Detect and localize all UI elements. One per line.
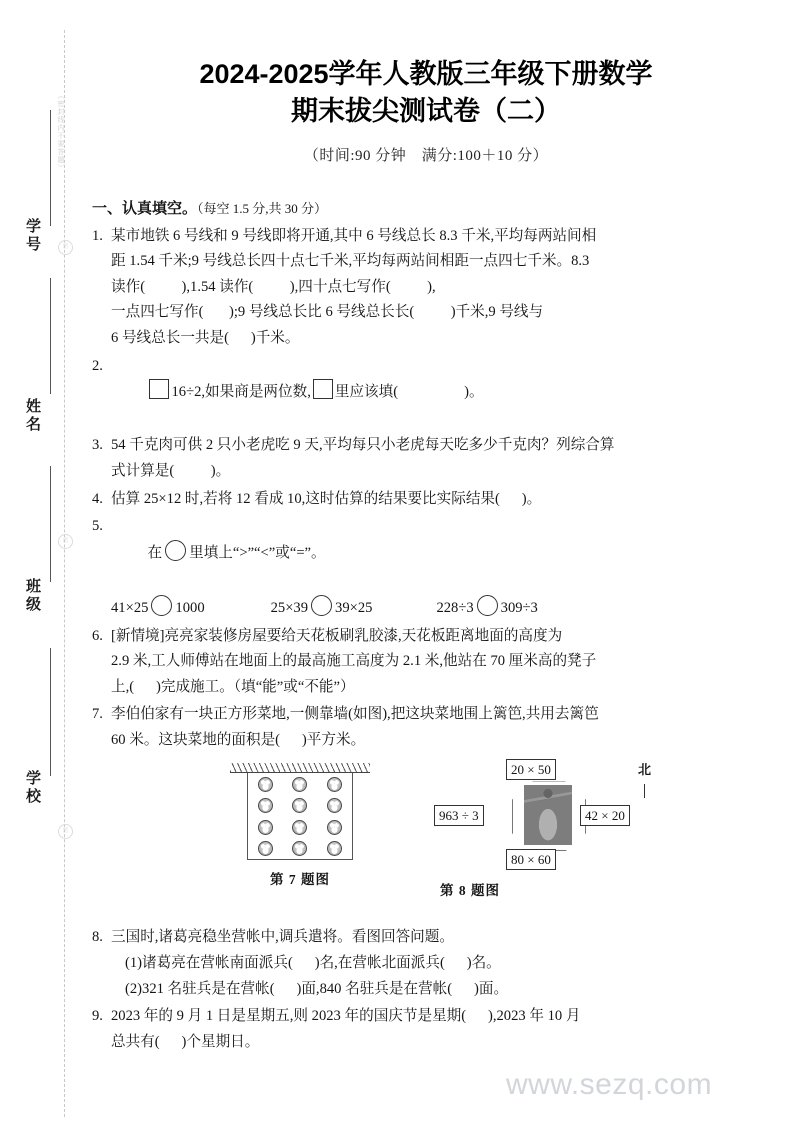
comparison-2-right: 39×25 <box>335 599 373 616</box>
question-2-text-a: 16÷2,如果商是两位数, <box>171 384 311 401</box>
question-column <box>92 196 724 1055</box>
question-7-line-1: 李伯伯家有一块正方形菜地,一侧靠墙(如图),把这块菜地围上篱笆,共用去篱笆 <box>111 706 599 723</box>
sealing-rule-2 <box>50 278 51 394</box>
question-9-line-1: 2023 年的 9 月 1 日是星期五,则 2023 年的国庆节是星期( ),2023 年 10 月 <box>111 1008 581 1025</box>
question-6-line-2: 2.9 米,工人师傅站在地面上的最高施工高度为 2.1 米,他站在 70 厘米高的凳子 <box>111 653 597 670</box>
comparison-item-2 <box>271 595 373 622</box>
comparison-2-circle[interactable] <box>311 595 332 616</box>
question-3-line-2: 式计算是( )。 <box>111 462 231 479</box>
answer-box-icon-b[interactable] <box>313 379 333 399</box>
question-8-line-3: (2)321 名驻兵是在营帐( )面,840 名驻兵是在营帐( )面。 <box>125 980 509 997</box>
figure-8-caption: 第 8 题图 <box>440 883 500 899</box>
question-5 <box>92 514 724 592</box>
cabbage-icon <box>327 798 342 813</box>
question-1-line-3: 读作( ),1.54 读作( ),四十点七写作( ), <box>111 278 436 295</box>
answer-circle-icon[interactable] <box>165 540 186 561</box>
section-heading-main: 一、认真填空。 <box>92 200 198 217</box>
question-2-text-c: )。 <box>464 384 484 401</box>
comparison-1-right: 1000 <box>175 599 205 616</box>
north-compass-icon <box>638 757 651 798</box>
question-7-number: 7. <box>92 706 103 723</box>
cabbage-icon <box>327 820 342 835</box>
calc-box-south: 80 × 60 <box>506 849 556 870</box>
comparison-item-3 <box>436 595 537 622</box>
figure-8 <box>440 759 670 904</box>
comparison-3-circle[interactable] <box>477 595 498 616</box>
question-7 <box>92 702 724 753</box>
cabbage-icon <box>327 777 342 792</box>
question-2-line-1 <box>111 354 724 432</box>
question-2-body <box>111 354 724 432</box>
sealing-rule-3 <box>50 466 51 582</box>
page-title-line2: 期末拔尖测试卷（二） <box>291 96 561 127</box>
comparison-2-left: 25×39 <box>270 599 309 616</box>
question-9-line-2: 总共有( )个星期日。 <box>111 1033 260 1050</box>
question-1 <box>92 224 724 352</box>
question-3-body <box>111 433 724 484</box>
cabbage-icon <box>292 841 307 856</box>
calc-box-north: 20 × 50 <box>506 759 556 780</box>
cabbage-icon <box>327 841 342 856</box>
sealing-label-student-id: 学号 <box>24 218 41 254</box>
sealing-margin <box>0 0 92 1131</box>
question-8-line-1: 三国时,诸葛亮稳坐营帐中,调兵遣将。看图回答问题。 <box>111 929 454 946</box>
calc-box-west: 963 ÷ 3 <box>434 805 484 826</box>
question-4 <box>92 487 724 513</box>
comparison-gap-1 <box>205 595 271 622</box>
watermark: www.sezq.com <box>506 1068 713 1101</box>
figure-area <box>92 763 724 913</box>
wall-hatch-icon <box>230 763 370 773</box>
cabbage-icon <box>292 798 307 813</box>
question-6 <box>92 624 724 701</box>
question-2-text-b: 里应该填( <box>334 384 399 401</box>
cabbage-icon <box>292 820 307 835</box>
calc-box-east: 42 × 20 <box>580 805 630 826</box>
question-6-body <box>111 624 724 701</box>
comparison-1-left: 41×25 <box>111 599 149 616</box>
question-1-line-5: 6 号线总长一共是( )千米。 <box>111 329 300 346</box>
question-1-line-2: 距 1.54 千米;9 号线总长四十点七千米,平均每两站间相距一点四七千米。8.3 <box>111 253 590 270</box>
vegetable-plot <box>247 773 353 860</box>
question-5-text-b: 里填上“>”“<”或“=”。 <box>189 544 326 561</box>
question-1-line-1: 某市地铁 6 号线和 9 号线即将开通,其中 6 号线总长 8.3 千米,平均每两站间相 <box>111 227 597 244</box>
cabbage-icon <box>258 820 273 835</box>
question-5-text-a: 在 <box>147 544 163 561</box>
sealing-dashed-line <box>64 30 65 1117</box>
figure-7-caption: 第 7 题图 <box>270 872 330 888</box>
question-2 <box>92 354 724 432</box>
question-9-body <box>111 1004 724 1055</box>
question-3 <box>92 433 724 484</box>
comparison-1-circle[interactable] <box>151 595 172 616</box>
question-7-body <box>111 702 724 753</box>
figure-8-diagram <box>439 759 662 871</box>
north-label: 北 <box>638 762 652 778</box>
seal-stamp-top: 密 <box>58 240 73 255</box>
question-4-line-1: 估算 25×12 时,若将 12 看成 10,这时估算的结果要比实际结果( )。 <box>111 490 542 507</box>
comparison-row <box>92 595 724 622</box>
comparison-gap-2 <box>372 595 436 622</box>
question-6-line-3: 上,( )完成施工。（填“能”或“不能”） <box>111 678 355 695</box>
question-4-body <box>111 487 724 513</box>
question-5-number: 5. <box>92 518 103 535</box>
section-heading-score: （每空 1.5 分,共 30 分） <box>197 201 328 216</box>
cabbage-icon <box>258 777 273 792</box>
question-7-line-2: 60 米。这块菜地的面积是( )平方米。 <box>111 731 366 748</box>
question-1-line-4: 一点四七写作( );9 号线总长比 6 号线总长长( )千米,9 号线与 <box>111 304 544 321</box>
paper-header <box>92 56 760 165</box>
question-9-number: 9. <box>92 1008 103 1025</box>
question-6-number: 6. <box>92 627 103 644</box>
question-6-line-1: [新情境]亮亮家装修房屋要给天花板刷乳胶漆,天花板距离地面的高度为 <box>111 627 563 644</box>
comparison-3-left: 228÷3 <box>436 599 474 616</box>
cabbage-icon <box>258 798 273 813</box>
section-heading <box>92 196 724 222</box>
sealing-rule-4 <box>50 648 51 776</box>
question-5-line-1 <box>111 514 724 592</box>
exam-subtitle: （时间:90 分钟 满分:100＋10 分） <box>303 147 549 164</box>
answer-box-icon-a[interactable] <box>149 379 169 399</box>
question-1-number: 1. <box>92 227 103 244</box>
cabbage-icon <box>258 841 273 856</box>
seal-stamp-mid: 密 <box>58 534 73 549</box>
seal-stamp-bottom: 密 <box>58 824 73 839</box>
page-title-line1: 2024-2025学年人教版三年级下册数学 <box>199 59 653 89</box>
comparison-3-right: 309÷3 <box>500 599 538 616</box>
sealing-note: （密封线内不要答题） <box>57 92 65 172</box>
question-4-number: 4. <box>92 490 103 507</box>
question-3-number: 3. <box>92 437 103 454</box>
question-8 <box>92 925 724 1002</box>
sealing-label-school: 学校 <box>24 770 41 806</box>
question-8-line-2: (1)诸葛亮在营帐南面派兵( )名,在营帐北面派兵( )名。 <box>125 955 501 972</box>
sealing-label-name: 姓名 <box>24 398 41 434</box>
sealing-rule-1 <box>50 110 51 226</box>
question-9 <box>92 1004 724 1055</box>
zhugeliang-figure-icon <box>524 785 572 845</box>
question-8-number: 8. <box>92 929 103 946</box>
question-5-body <box>111 514 724 592</box>
sealing-label-class: 班级 <box>24 578 41 614</box>
figure-7 <box>200 763 400 893</box>
question-3-line-1: 54 千克肉可供 2 只小老虎吃 9 天,平均每只小老虎每天吃多少千克肉？列综合算 <box>111 437 615 454</box>
comparison-item-1 <box>111 595 205 622</box>
question-2-number: 2. <box>92 357 103 374</box>
question-1-body <box>111 224 724 352</box>
cabbage-icon <box>292 777 307 792</box>
north-arrow-stem <box>644 784 645 798</box>
question-8-body <box>111 925 724 1002</box>
